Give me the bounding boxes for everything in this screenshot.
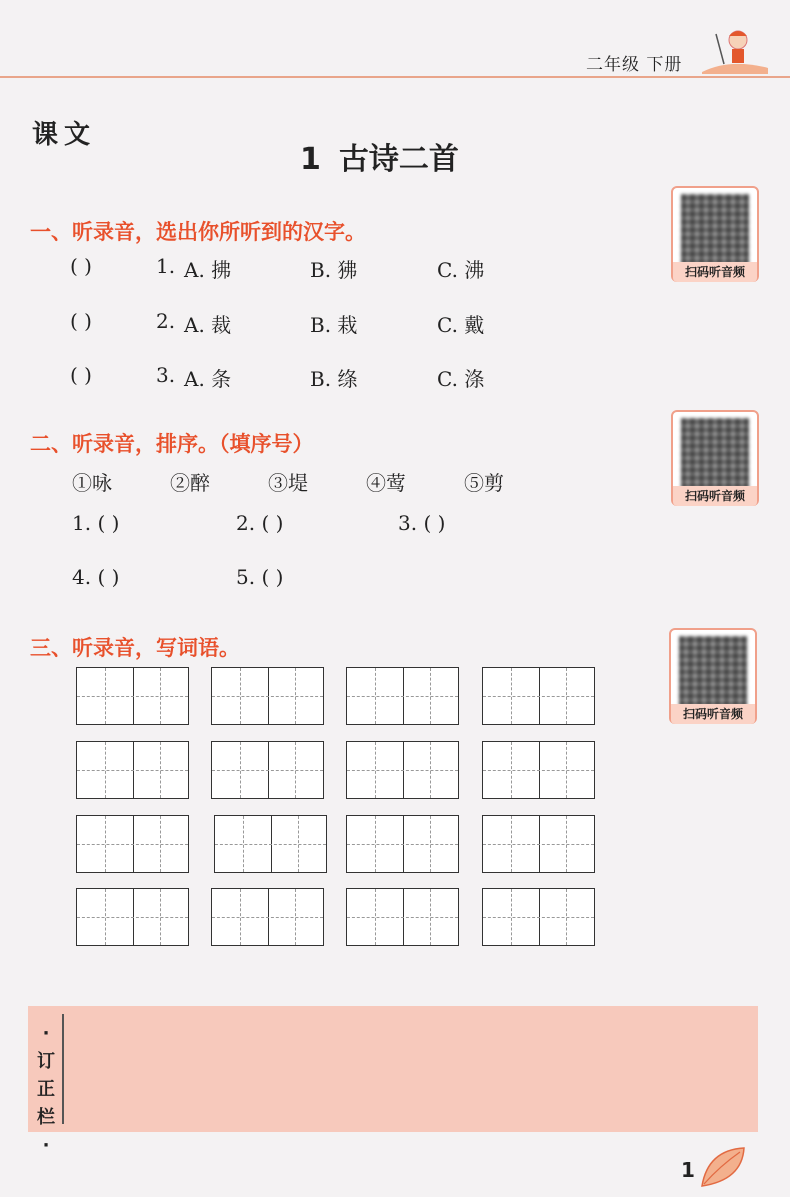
option-circled-3: ③堤 bbox=[268, 471, 308, 495]
option-c: C. 戴 bbox=[437, 313, 485, 337]
option-b: B. 绦 bbox=[310, 367, 358, 391]
option-circled-2: ②醉 bbox=[170, 471, 210, 495]
option-c: C. 涤 bbox=[437, 367, 485, 391]
qr-code-3[interactable] bbox=[669, 628, 757, 724]
qr-code-icon bbox=[679, 636, 747, 706]
writing-box[interactable] bbox=[211, 667, 324, 725]
lesson-number: 1 bbox=[300, 142, 321, 177]
option-b: B. 栽 bbox=[310, 313, 358, 337]
option-b: B. 狒 bbox=[310, 258, 358, 282]
order-blank-1[interactable]: 1. ( ) bbox=[72, 511, 120, 535]
writing-box[interactable] bbox=[346, 815, 459, 873]
correction-area[interactable] bbox=[28, 1006, 758, 1156]
lesson-title bbox=[300, 134, 459, 178]
part1-heading: 一、听录音，选出你所听到的汉字。 bbox=[30, 220, 366, 244]
option-circled-1: ①咏 bbox=[72, 471, 112, 495]
item-number: 2. bbox=[156, 309, 176, 333]
option-a: A. 裁 bbox=[184, 313, 232, 337]
correction-divider bbox=[62, 1014, 64, 1124]
option-a: A. 拂 bbox=[184, 258, 232, 282]
option-circled-5: ⑤剪 bbox=[464, 471, 504, 495]
option-circled-4: ④莺 bbox=[366, 471, 406, 495]
qr-code-icon bbox=[681, 418, 749, 488]
answer-blank[interactable]: ( ) bbox=[70, 309, 92, 333]
writing-box[interactable] bbox=[211, 888, 324, 946]
writing-box[interactable] bbox=[76, 815, 189, 873]
item-number: 1. bbox=[156, 254, 176, 278]
writing-box[interactable] bbox=[482, 888, 595, 946]
part3-heading: 三、听录音，写词语。 bbox=[30, 636, 240, 660]
writing-box[interactable] bbox=[482, 741, 595, 799]
qr-code-icon bbox=[681, 194, 749, 264]
writing-box[interactable] bbox=[76, 888, 189, 946]
qr-code-1[interactable] bbox=[671, 186, 759, 282]
writing-box[interactable] bbox=[482, 815, 595, 873]
writing-box[interactable] bbox=[346, 741, 459, 799]
writing-box[interactable] bbox=[211, 741, 324, 799]
order-blank-4[interactable]: 4. ( ) bbox=[72, 565, 120, 589]
order-blank-2[interactable]: 2. ( ) bbox=[236, 511, 284, 535]
option-a: A. 条 bbox=[184, 367, 232, 391]
mascot-icon bbox=[700, 24, 770, 76]
writing-box[interactable] bbox=[482, 667, 595, 725]
writing-box[interactable] bbox=[76, 741, 189, 799]
writing-box[interactable] bbox=[346, 667, 459, 725]
leaf-icon bbox=[698, 1144, 750, 1190]
header-rule bbox=[0, 76, 790, 78]
item-number: 3. bbox=[156, 363, 176, 387]
qr-code-2[interactable] bbox=[671, 410, 759, 506]
option-c: C. 沸 bbox=[437, 258, 485, 282]
writing-box[interactable] bbox=[214, 815, 327, 873]
qr-caption: 扫码听音频 bbox=[673, 262, 757, 282]
qr-caption: 扫码听音频 bbox=[673, 486, 757, 506]
part2-heading: 二、听录音，排序。（填序号） bbox=[30, 432, 314, 456]
page-number: 1 bbox=[681, 1158, 695, 1182]
qr-caption: 扫码听音频 bbox=[671, 704, 755, 724]
answer-blank[interactable]: ( ) bbox=[70, 254, 92, 278]
lesson-title-text: 古诗二首 bbox=[338, 142, 459, 177]
order-blank-5[interactable]: 5. ( ) bbox=[236, 565, 284, 589]
answer-blank[interactable]: ( ) bbox=[70, 363, 92, 387]
grade-label: 二年级 下册 bbox=[586, 55, 683, 75]
writing-box[interactable] bbox=[76, 667, 189, 725]
section-label: 课文 bbox=[32, 120, 97, 150]
order-blank-3[interactable]: 3. ( ) bbox=[398, 511, 446, 535]
correction-label: · 订 正 栏 · bbox=[37, 1023, 55, 1156]
writing-box[interactable] bbox=[346, 888, 459, 946]
